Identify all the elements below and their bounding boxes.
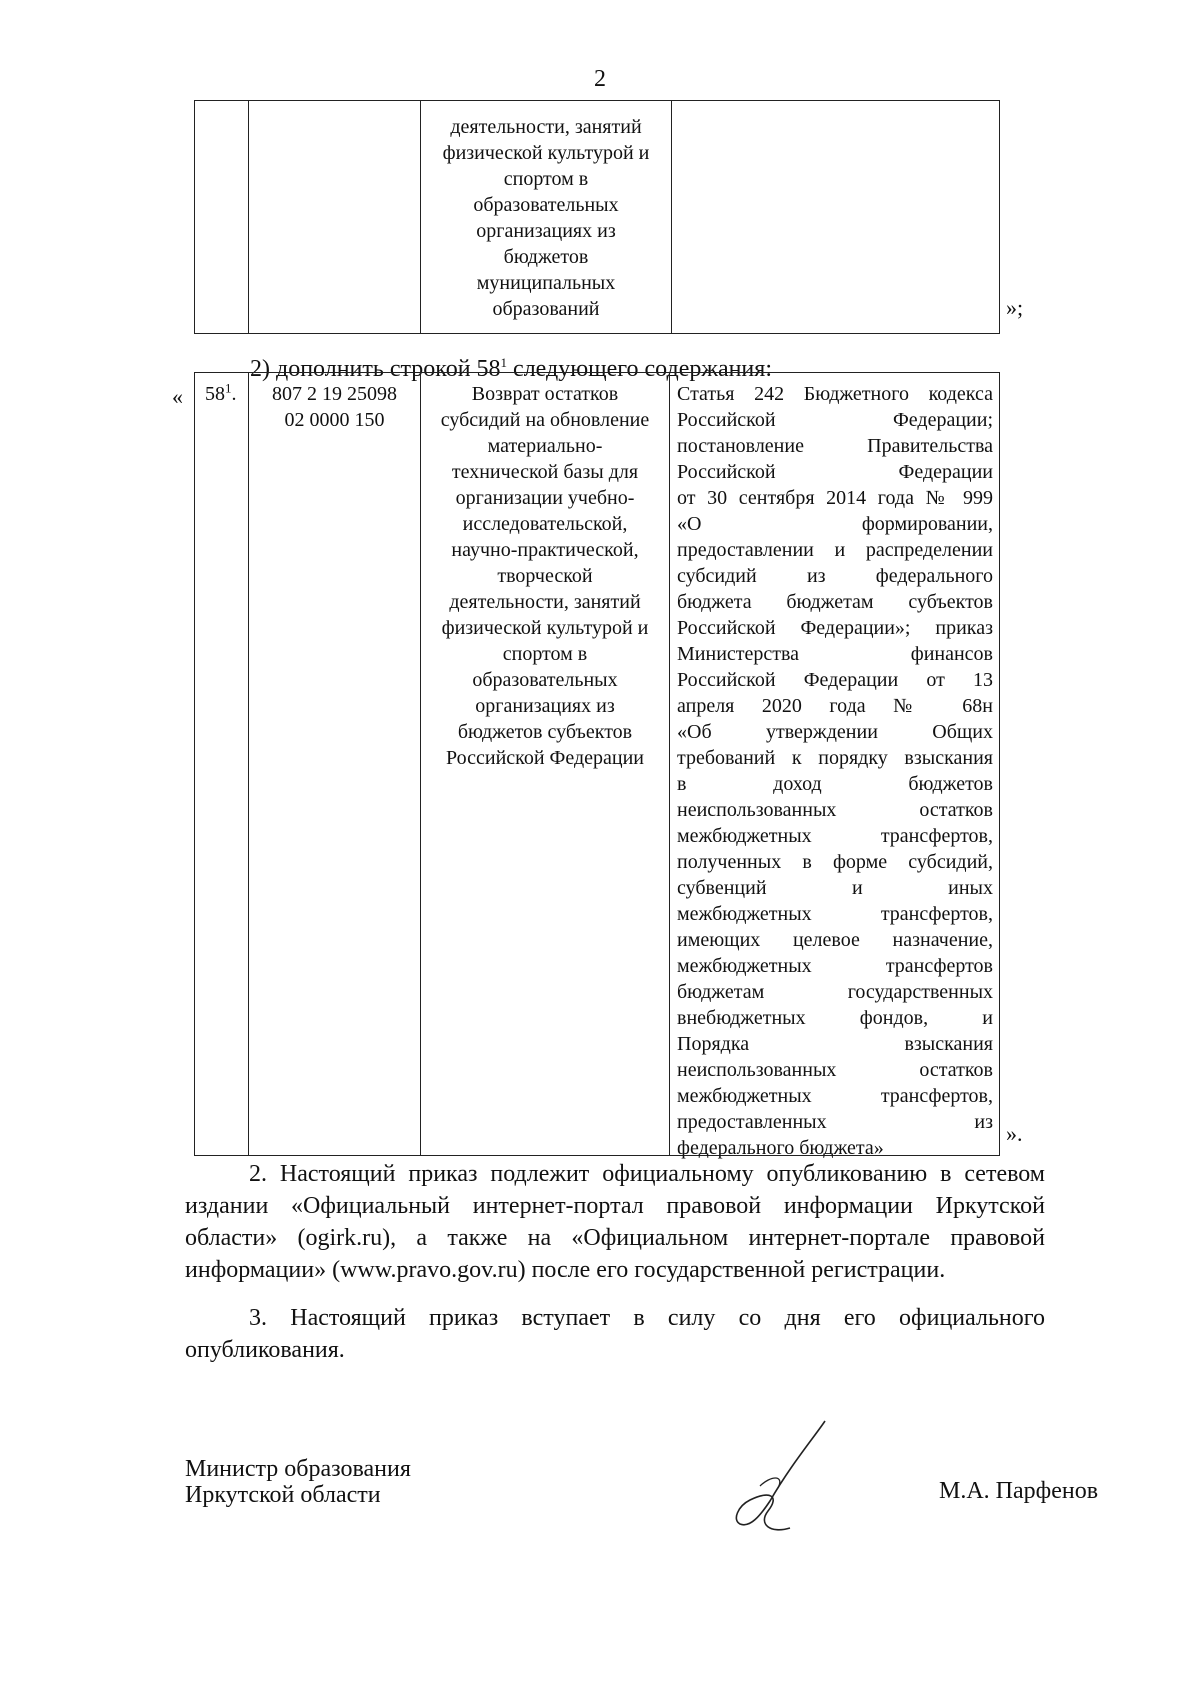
cell-line: Статья 242 Бюджетного кодекса	[677, 383, 993, 405]
cell-line: Российской Федерации;	[677, 409, 993, 431]
cell-line: технической базы для	[451, 461, 639, 483]
cell-line: субвенций и иных	[677, 877, 993, 899]
cell-line: в доход бюджетов	[677, 773, 993, 795]
cell-line: межбюджетных трансфертов,	[677, 903, 993, 925]
row-number-superscript: 1	[225, 380, 232, 396]
row-number-dot: .	[231, 383, 237, 405]
column-divider	[669, 373, 670, 1155]
budget-code-cell	[249, 381, 420, 1155]
row-number-cell	[205, 381, 245, 1155]
cell-line: муниципальных	[476, 272, 616, 294]
paragraph-text: 2. Настоящий приказ подлежит официальному опубликованию в сетевом издании «Официальный интернет-портал правовой информации Иркутской области» (ogirk.ru), а также на «Официальном интернет-портале правовой информации» (www.pravo.gov.ru) после его государственной регистрации.	[185, 1161, 1045, 1283]
cell-line: организациях из	[475, 695, 615, 717]
cell-line: апреля 2020 года № 68н	[677, 695, 993, 717]
new-table-opening-quote: «	[172, 384, 183, 409]
cell-line: исследовательской,	[462, 513, 628, 535]
cell-line: Российской Федерации от 13	[677, 669, 993, 691]
signatory-title	[185, 1456, 411, 1508]
page-number: 2	[594, 66, 606, 92]
intro-suffix: следующего содержания:	[507, 356, 772, 382]
signatory-title-line: Министр образования	[185, 1456, 411, 1482]
cell-line: Российской Федерации»; приказ	[677, 617, 993, 639]
paragraph-text: 3. Настоящий приказ вступает в силу со дня его официального опубликования.	[185, 1305, 1045, 1363]
intro-superscript: 1	[500, 355, 508, 370]
cell-line: образовательных	[473, 194, 619, 216]
prev-table-name-cell	[421, 114, 671, 333]
cell-line: деятельности, занятий	[449, 591, 641, 613]
cell-line: творческой	[497, 565, 593, 587]
cell-line: субсидий на обновление	[440, 409, 650, 431]
prev-table-closing-quote: »;	[1006, 295, 1024, 320]
cell-line: внебюджетных фондов, и	[677, 1007, 993, 1029]
cell-line: Российской Федерации	[677, 461, 993, 483]
cell-line: спортом в	[503, 168, 589, 190]
cell-line: бюджетам государственных	[677, 981, 993, 1003]
prev-table-fragment	[194, 100, 1000, 334]
signatory-title-line: Иркутской области	[185, 1482, 381, 1508]
cell-line: бюджетов	[503, 246, 589, 268]
cell-line: межбюджетных трансфертов	[677, 955, 993, 977]
cell-line: деятельности, занятий	[450, 116, 642, 138]
cell-line: физической культурой и	[441, 617, 649, 639]
cell-line: бюджетов субъектов	[457, 721, 633, 743]
cell-line: межбюджетных трансфертов,	[677, 1085, 993, 1107]
code-line: 807 2 19 25098	[272, 383, 397, 405]
column-divider	[248, 101, 249, 333]
cell-line: спортом в	[502, 643, 588, 665]
cell-line: межбюджетных трансфертов,	[677, 825, 993, 847]
cell-line: федерального бюджета»	[677, 1137, 884, 1159]
cell-line: Порядка взыскания	[677, 1033, 993, 1055]
cell-line: «О формировании,	[677, 513, 993, 535]
paragraph-entry-into-force	[185, 1302, 1045, 1366]
intro-prefix: 2) дополнить строкой 58	[250, 356, 501, 382]
cell-line: Министерства финансов	[677, 643, 993, 665]
cell-line: образований	[492, 298, 600, 320]
cell-line: имеющих целевое назначение,	[677, 929, 993, 951]
cell-line: неиспользованных остатков	[677, 1059, 993, 1081]
cell-line: Возврат остатков	[471, 383, 619, 405]
new-table-closing-quote: ».	[1006, 1121, 1023, 1146]
cell-line: научно-практической,	[451, 539, 639, 561]
paragraph-publication	[185, 1158, 1045, 1286]
new-row-table	[194, 372, 1000, 1159]
cell-line: организациях из	[476, 220, 616, 242]
cell-line: организации учебно-	[455, 487, 635, 509]
signatory-name: М.А. Парфенов	[939, 1478, 1099, 1504]
cell-line: «Об утверждении Общих	[677, 721, 993, 743]
cell-line: неиспользованных остатков	[677, 799, 993, 821]
cell-line: полученных в форме субсидий,	[677, 851, 993, 873]
cell-line: физической культурой и	[442, 142, 650, 164]
handwritten-signature	[730, 1416, 840, 1536]
cell-line: требований к порядку взыскания	[677, 747, 993, 769]
cell-line: бюджета бюджетам субъектов	[677, 591, 993, 613]
column-divider	[671, 101, 672, 333]
legal-basis-cell	[677, 381, 993, 1159]
code-line: 02 0000 150	[284, 409, 385, 431]
cell-line: Российской Федерации	[445, 747, 645, 769]
cell-line: предоставлении и распределении	[677, 539, 993, 561]
cell-line: материально-	[487, 435, 603, 457]
income-name-cell	[421, 381, 669, 1155]
cell-line: постановление Правительства	[677, 435, 993, 457]
cell-line: субсидий из федерального	[677, 565, 993, 587]
row-number: 58	[205, 383, 225, 405]
cell-line: от 30 сентября 2014 года № 999	[677, 487, 993, 509]
cell-line: предоставленных из	[677, 1111, 993, 1133]
cell-line: образовательных	[472, 669, 618, 691]
